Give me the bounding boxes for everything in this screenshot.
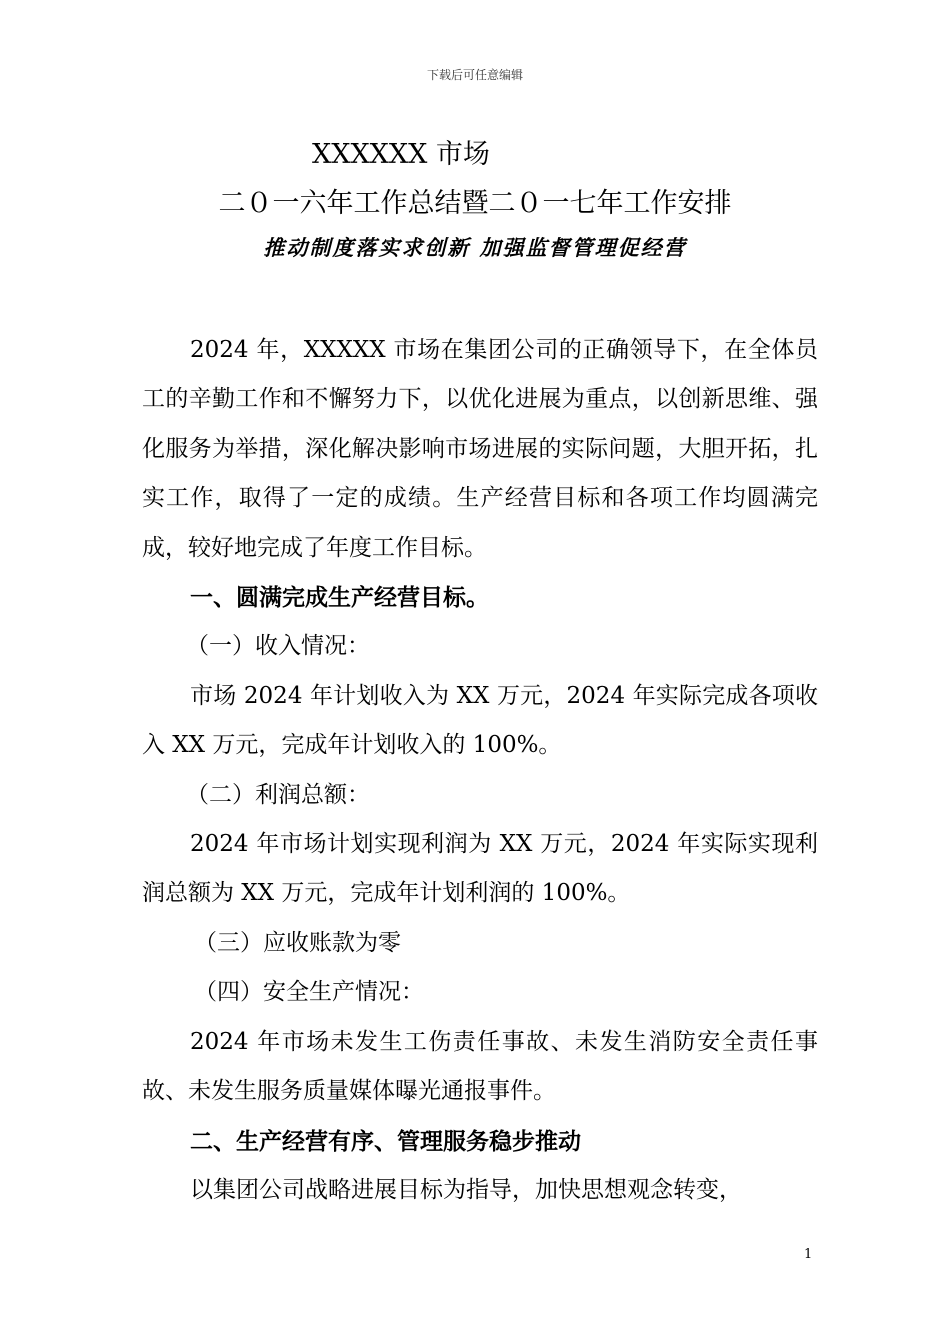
- subsection-heading-receivables: （三）应收账款为零: [194, 929, 401, 956]
- intro-paragraph: 2024 年，XXXXX 市场在集团公司的正确领导下，在全体员工的辛勤工作和不懈努力下，以优化进展为重点，以创新思维、强化服务为举措，深化解决影响市场进展的实际问题，大胆开拓，扎实工作，取得了一定的成绩。生产经营目标和各项工作均圆满完成，较好地完成了年度工作目标。: [142, 337, 818, 561]
- section-heading-2: 二、生产经营有序、管理服务稳步推动: [190, 1127, 581, 1155]
- subsection-heading-profit: （二）利润总额：: [186, 781, 370, 808]
- page-number: 1: [804, 1247, 813, 1262]
- subsection-heading-safety: （四）安全生产情况：: [194, 979, 424, 1006]
- document-title-line1: XXXXXX 市场: [312, 139, 490, 170]
- header-note: 下载后可任意编辑: [426, 68, 523, 82]
- document-title-line2: 二０一六年工作总结暨二０一七年工作安排: [218, 188, 732, 219]
- section-heading-1: 一、圆满完成生产经营目标。: [190, 584, 489, 612]
- profit-paragraph: 2024 年市场计划实现利润为 XX 万元，2024 年实际实现利润总额为 XX 万元，完成年计划利润的 100%。: [142, 831, 818, 907]
- subsection-heading-income: （一）收入情况：: [186, 633, 370, 660]
- safety-paragraph: 2024 年市场未发生工伤责任事故、未发生消防安全责任事故、未发生服务质量媒体曝光通报事件。: [142, 1028, 818, 1105]
- income-paragraph: 市场 2024 年计划收入为 XX 万元，2024 年实际完成各项收入 XX 万元，完成年计划收入的 100%。: [142, 682, 818, 759]
- document-body: [142, 326, 818, 1215]
- management-paragraph: 以集团公司战略进展目标为指导，加快思想观念转变，: [190, 1176, 742, 1203]
- document-subtitle: 推动制度落实求创新 加强监督管理促经营: [263, 235, 687, 260]
